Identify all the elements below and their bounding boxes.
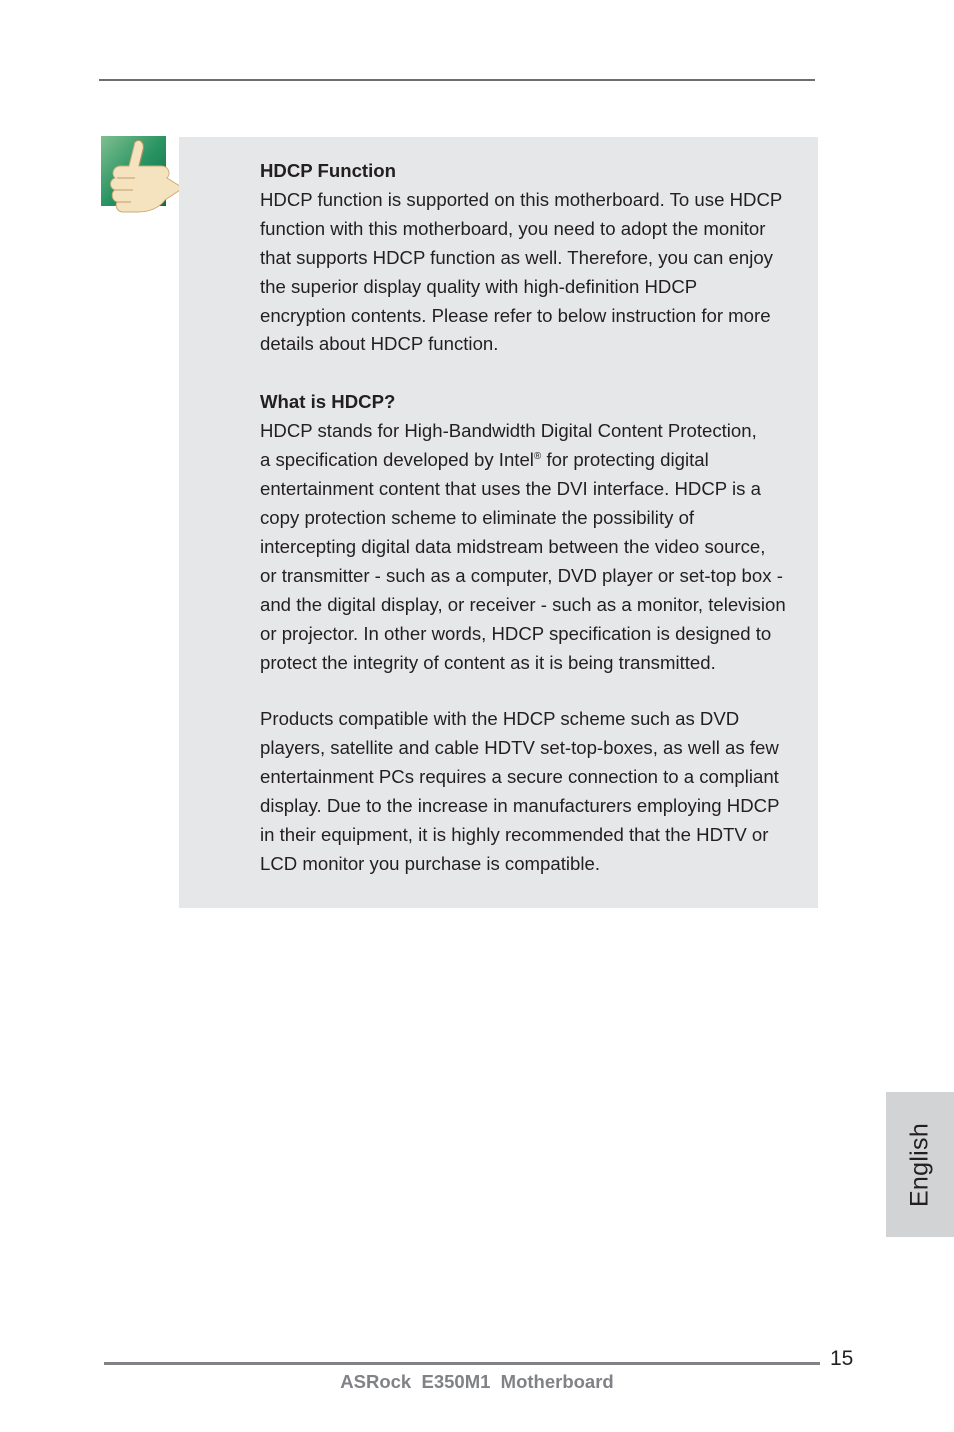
- paragraph-what-is-hdcp: [260, 417, 816, 677]
- paragraph-what-is-hdcp-part-1: HDCP stands for High-Bandwidth Digital Content Protection, a specification developed by Intel: [260, 420, 757, 471]
- paragraph-hdcp-function: HDCP function is supported on this motherboard. To use HDCP function with this motherboard, you need to adopt the monitor that supports HDCP function as well. Therefore, you can enjoy the superior display quality with high-definition HDCP encryption contents. Please refer to below instruction for more details about HDCP function.: [260, 188, 783, 355]
- paragraph-compatible-products: Products compatible with the HDCP scheme such as DVD players, satellite and cable HDTV set-top-boxes, as well as few entertainment PCs requires a secure connection to a compliant display. Due to the increase in manufacturers employing HDCP in their equipment, it is highly recommended that the HDTV or LCD monitor you purchase is compatible.: [260, 708, 780, 874]
- note-content: [260, 157, 816, 879]
- page-number: 15: [830, 1347, 854, 1370]
- language-tab: [886, 1092, 954, 1237]
- heading-hdcp-function: HDCP Function: [260, 160, 397, 181]
- language-tab-label: English: [905, 1122, 934, 1207]
- top-divider: [99, 79, 815, 81]
- registered-mark: ®: [533, 451, 542, 463]
- heading-what-is-hdcp: What is HDCP?: [260, 391, 396, 413]
- thumbs-up-icon: [101, 136, 185, 216]
- paragraph-what-is-hdcp-part-2: for protecting digital entertainment content that uses the DVI interface. HDCP is a copy protection scheme to eliminate the possibility of intercepting digital data midstream between the video source, or transmitter - such as a computer, DVD player or set-top box - and the digital display, or receiver - such as a monitor, television or projector. In other words, HDCP specification is designed to protect the integrity of content as it is being transmitted.: [260, 449, 786, 673]
- bottom-divider: [104, 1362, 820, 1365]
- footer-title: ASRock E350M1 Motherboard: [340, 1371, 614, 1392]
